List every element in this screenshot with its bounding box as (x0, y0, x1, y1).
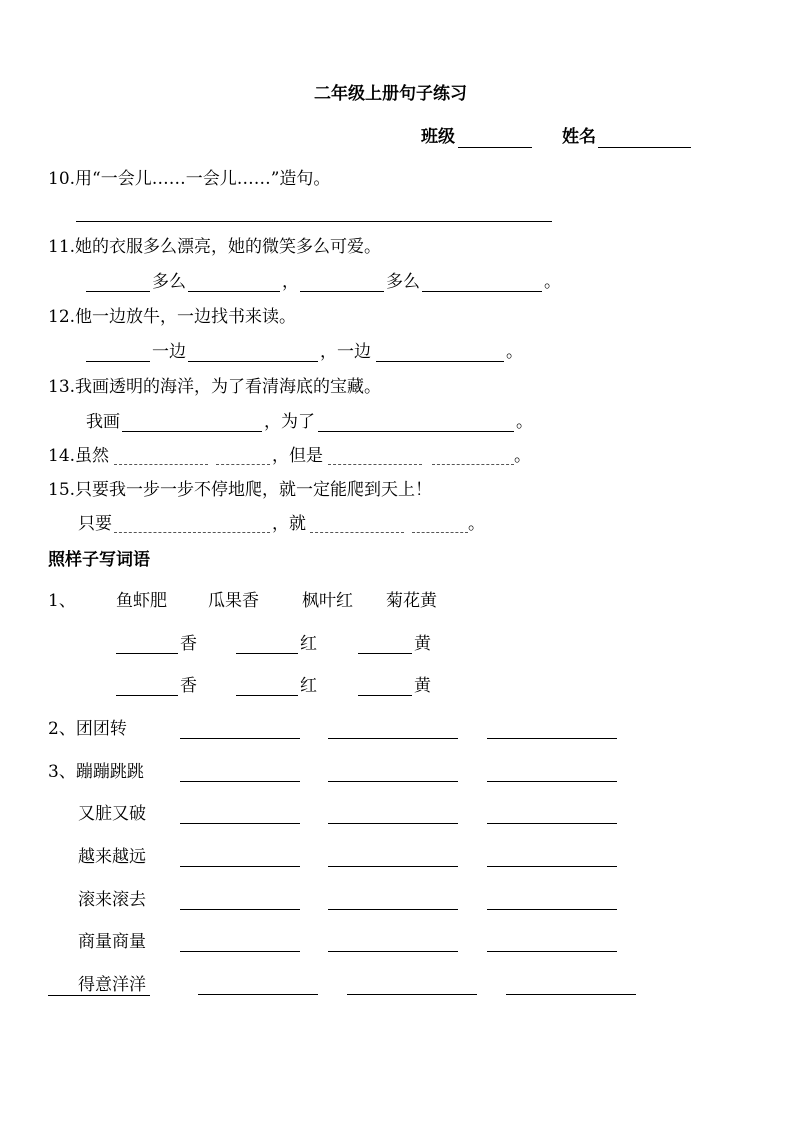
answer-blank[interactable] (180, 866, 300, 867)
answer-blank[interactable] (358, 695, 412, 696)
question-15: 15.只要我一步一步不停地爬，就一定能爬到天上！ (48, 480, 433, 500)
answer-blank[interactable] (180, 909, 300, 910)
answer-fragment: ，但是 (272, 446, 323, 466)
answer-fragment: ， (282, 272, 299, 292)
item-1-number: 1、 (48, 591, 76, 611)
answer-blank[interactable] (328, 909, 458, 910)
answer-blank[interactable] (114, 532, 270, 533)
suffix-char: 红 (300, 634, 317, 654)
answer-blank[interactable] (180, 781, 300, 782)
answer-blank[interactable] (310, 532, 404, 533)
answer-blank[interactable] (347, 994, 477, 995)
answer-blank[interactable] (376, 361, 504, 362)
answer-blank[interactable] (216, 464, 270, 465)
answer-blank[interactable] (180, 738, 300, 739)
answer-blank[interactable] (432, 464, 514, 465)
suffix-char: 黄 (414, 634, 431, 654)
answer-fragment: 。 (516, 412, 533, 432)
answer-fragment: 我画 (86, 412, 120, 432)
question-11: 11.她的衣服多么漂亮，她的微笑多么可爱。 (48, 237, 382, 257)
answer-blank[interactable] (328, 823, 458, 824)
word-underline (48, 995, 150, 996)
answer-blank[interactable] (358, 653, 412, 654)
answer-blank[interactable] (122, 431, 262, 432)
example-word: 瓜果香 (208, 591, 259, 611)
suffix-char: 黄 (414, 676, 431, 696)
example-word: 枫叶红 (302, 591, 353, 611)
answer-blank[interactable] (487, 909, 617, 910)
name-label: 姓名 (562, 127, 596, 147)
question-13: 13.我画透明的海洋，为了看清海底的宝藏。 (48, 377, 382, 397)
answer-blank[interactable] (114, 464, 208, 465)
answer-fragment: 一边 (152, 342, 186, 362)
suffix-char: 香 (180, 676, 197, 696)
item-3-word: 3、蹦蹦跳跳 (48, 762, 144, 782)
answer-blank[interactable] (328, 781, 458, 782)
answer-blank[interactable] (487, 738, 617, 739)
name-blank[interactable] (598, 147, 691, 148)
answer-blank[interactable] (506, 994, 636, 995)
item-2-word: 2、团团转 (48, 719, 127, 739)
answer-blank[interactable] (487, 823, 617, 824)
pattern-word: 越来越远 (78, 847, 146, 867)
pattern-word: 又脏又破 (78, 804, 146, 824)
answer-fragment: 只要 (78, 514, 112, 534)
answer-fragment: 。 (468, 514, 485, 534)
answer-line-10[interactable] (76, 221, 552, 222)
answer-blank[interactable] (328, 464, 422, 465)
answer-blank[interactable] (318, 431, 514, 432)
pattern-word: 滚来滚去 (78, 890, 146, 910)
suffix-char: 香 (180, 634, 197, 654)
answer-blank[interactable] (116, 653, 178, 654)
suffix-char: 红 (300, 676, 317, 696)
answer-blank[interactable] (86, 291, 150, 292)
answer-blank[interactable] (487, 951, 617, 952)
answer-blank[interactable] (116, 695, 178, 696)
answer-blank[interactable] (300, 291, 384, 292)
answer-blank[interactable] (328, 866, 458, 867)
answer-blank[interactable] (412, 532, 468, 533)
answer-blank[interactable] (236, 653, 298, 654)
class-label: 班级 (421, 127, 455, 147)
example-word: 鱼虾肥 (116, 591, 167, 611)
answer-fragment: ，就 (272, 514, 306, 534)
answer-blank[interactable] (328, 738, 458, 739)
answer-blank[interactable] (236, 695, 298, 696)
answer-blank[interactable] (487, 781, 617, 782)
answer-blank[interactable] (180, 951, 300, 952)
pattern-word: 商量商量 (78, 932, 146, 952)
answer-fragment: ，为了 (264, 412, 315, 432)
question-12: 12.他一边放牛，一边找书来读。 (48, 307, 297, 327)
answer-blank[interactable] (328, 951, 458, 952)
answer-blank[interactable] (198, 994, 318, 995)
answer-blank[interactable] (188, 291, 280, 292)
answer-blank[interactable] (86, 361, 150, 362)
answer-blank[interactable] (487, 866, 617, 867)
answer-fragment: 多么 (386, 272, 420, 292)
question-14: 14.虽然 (48, 446, 110, 466)
pattern-word: 得意洋洋 (78, 975, 146, 995)
page-title: 二年级上册句子练习 (314, 84, 467, 104)
answer-blank[interactable] (188, 361, 318, 362)
example-word: 菊花黄 (386, 591, 437, 611)
answer-fragment: 多么 (152, 272, 186, 292)
section-title: 照样子写词语 (48, 550, 150, 570)
answer-blank[interactable] (180, 823, 300, 824)
answer-fragment: 。 (514, 446, 531, 466)
answer-fragment: 。 (544, 272, 561, 292)
answer-fragment: ，一边 (320, 342, 371, 362)
answer-fragment: 。 (506, 342, 523, 362)
class-blank[interactable] (458, 147, 532, 148)
question-10: 10.用“一会儿……一会儿……”造句。 (48, 169, 331, 189)
answer-blank[interactable] (422, 291, 542, 292)
